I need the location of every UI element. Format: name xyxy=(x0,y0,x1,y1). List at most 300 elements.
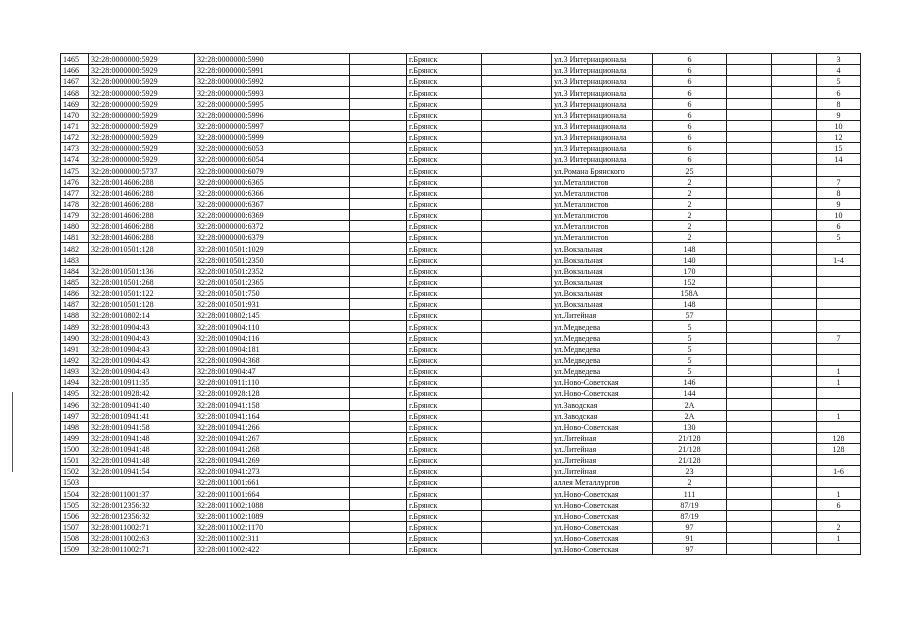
apartment-number-cell: 4 xyxy=(817,65,861,76)
apartment-number-cell: 6 xyxy=(817,499,861,510)
empty-cell-a-cell xyxy=(350,176,407,187)
apartment-number-cell: 1-6 xyxy=(817,466,861,477)
empty-cell-b-cell xyxy=(482,54,552,65)
city-cell: г.Брянск xyxy=(407,488,482,499)
apartment-number-cell: 1 xyxy=(817,533,861,544)
empty-cell-c-cell xyxy=(727,98,772,109)
city-cell: г.Брянск xyxy=(407,87,482,98)
parent-cadastral-number-cell: 32:28:0010904:43 xyxy=(89,332,195,343)
cadastral-number-cell: 32:28:0000000:6365 xyxy=(195,176,350,187)
apartment-number-cell xyxy=(817,343,861,354)
apartment-number-cell xyxy=(817,388,861,399)
table-row xyxy=(61,109,861,120)
house-number-cell: 6 xyxy=(653,109,727,120)
empty-cell-c-cell xyxy=(727,377,772,388)
house-number-cell: 2 xyxy=(653,209,727,220)
empty-cell-c-cell xyxy=(727,154,772,165)
apartment-number-cell xyxy=(817,265,861,276)
city-cell: г.Брянск xyxy=(407,421,482,432)
empty-cell-a-cell xyxy=(350,432,407,443)
empty-cell-a-cell xyxy=(350,221,407,232)
city-cell: г.Брянск xyxy=(407,120,482,131)
cadastral-number-cell: 32:28:0000000:6366 xyxy=(195,187,350,198)
apartment-number-cell: 128 xyxy=(817,443,861,454)
parent-cadastral-number-cell: 32:28:0010941:48 xyxy=(89,443,195,454)
table-row xyxy=(61,232,861,243)
street-cell: ул.Ново-Советская xyxy=(552,544,653,555)
city-cell: г.Брянск xyxy=(407,165,482,176)
row-number-cell: 1480 xyxy=(61,221,89,232)
house-number-cell: 158А xyxy=(653,287,727,298)
apartment-number-cell: 1 xyxy=(817,365,861,376)
cadastral-number-cell: 32:28:0010904:181 xyxy=(195,343,350,354)
house-number-cell: 170 xyxy=(653,265,727,276)
empty-cell-c-cell xyxy=(727,455,772,466)
city-cell: г.Брянск xyxy=(407,65,482,76)
empty-cell-b-cell xyxy=(482,165,552,176)
empty-cell-d-cell xyxy=(772,176,817,187)
apartment-number-cell xyxy=(817,510,861,521)
city-cell: г.Брянск xyxy=(407,109,482,120)
parent-cadastral-number-cell: 32:28:0014606:288 xyxy=(89,221,195,232)
parent-cadastral-number-cell: 32:28:0010911:35 xyxy=(89,377,195,388)
empty-cell-d-cell xyxy=(772,165,817,176)
parent-cadastral-number-cell: 32:28:0000000:5929 xyxy=(89,154,195,165)
empty-cell-d-cell xyxy=(772,120,817,131)
empty-cell-b-cell xyxy=(482,544,552,555)
street-cell: ул.Медведева xyxy=(552,321,653,332)
empty-cell-c-cell xyxy=(727,131,772,142)
cadastral-number-cell: 32:28:0010501:2365 xyxy=(195,276,350,287)
apartment-number-cell xyxy=(817,399,861,410)
row-number-cell: 1503 xyxy=(61,477,89,488)
empty-cell-c-cell xyxy=(727,209,772,220)
parent-cadastral-number-cell: 32:28:0014606:288 xyxy=(89,209,195,220)
empty-cell-b-cell xyxy=(482,399,552,410)
empty-cell-d-cell xyxy=(772,131,817,142)
empty-cell-c-cell xyxy=(727,65,772,76)
empty-cell-b-cell xyxy=(482,65,552,76)
cadastral-number-cell: 32:28:0000000:5991 xyxy=(195,65,350,76)
row-number-cell: 1504 xyxy=(61,488,89,499)
street-cell: ул.Вокзальная xyxy=(552,265,653,276)
parent-cadastral-number-cell: 32:28:0010928:42 xyxy=(89,388,195,399)
table-row xyxy=(61,544,861,555)
table-row xyxy=(61,276,861,287)
row-number-cell: 1501 xyxy=(61,455,89,466)
empty-cell-a-cell xyxy=(350,343,407,354)
cadastral-number-cell: 32:28:0010941:164 xyxy=(195,410,350,421)
row-number-cell: 1490 xyxy=(61,332,89,343)
empty-cell-d-cell xyxy=(772,98,817,109)
empty-cell-a-cell xyxy=(350,321,407,332)
city-cell: г.Брянск xyxy=(407,187,482,198)
empty-cell-b-cell xyxy=(482,477,552,488)
table-row xyxy=(61,321,861,332)
table-row xyxy=(61,131,861,142)
empty-cell-c-cell xyxy=(727,176,772,187)
city-cell: г.Брянск xyxy=(407,276,482,287)
empty-cell-d-cell xyxy=(772,488,817,499)
table-row xyxy=(61,243,861,254)
apartment-number-cell: 5 xyxy=(817,232,861,243)
house-number-cell: 2 xyxy=(653,221,727,232)
cadastral-number-cell: 32:28:0000000:6053 xyxy=(195,143,350,154)
row-number-cell: 1498 xyxy=(61,421,89,432)
empty-cell-d-cell xyxy=(772,221,817,232)
apartment-number-cell xyxy=(817,243,861,254)
house-number-cell: 130 xyxy=(653,421,727,432)
table-row xyxy=(61,499,861,510)
cadastral-number-cell: 32:28:0011002:1088 xyxy=(195,499,350,510)
cadastral-number-cell: 32:28:0011001:664 xyxy=(195,488,350,499)
table-row xyxy=(61,421,861,432)
street-cell: ул.Литейная xyxy=(552,443,653,454)
empty-cell-c-cell xyxy=(727,343,772,354)
empty-cell-a-cell xyxy=(350,165,407,176)
street-cell: ул.3 Интернационала xyxy=(552,54,653,65)
table-row xyxy=(61,310,861,321)
apartment-number-cell: 1 xyxy=(817,377,861,388)
city-cell: г.Брянск xyxy=(407,354,482,365)
row-number-cell: 1473 xyxy=(61,143,89,154)
apartment-number-cell: 1-4 xyxy=(817,254,861,265)
empty-cell-a-cell xyxy=(350,443,407,454)
parent-cadastral-number-cell: 32:28:0010941:54 xyxy=(89,466,195,477)
empty-cell-a-cell xyxy=(350,477,407,488)
empty-cell-c-cell xyxy=(727,299,772,310)
parent-cadastral-number-cell: 32:28:0014606:288 xyxy=(89,232,195,243)
street-cell: ул.3 Интернационала xyxy=(552,154,653,165)
empty-cell-b-cell xyxy=(482,377,552,388)
street-cell: ул.Ново-Советская xyxy=(552,499,653,510)
parent-cadastral-number-cell: 32:28:0011002:71 xyxy=(89,521,195,532)
city-cell: г.Брянск xyxy=(407,310,482,321)
apartment-number-cell: 15 xyxy=(817,143,861,154)
street-cell: ул.Вокзальная xyxy=(552,254,653,265)
empty-cell-b-cell xyxy=(482,533,552,544)
row-number-cell: 1492 xyxy=(61,354,89,365)
table-row xyxy=(61,143,861,154)
house-number-cell: 21/128 xyxy=(653,455,727,466)
cadastral-number-cell: 32:28:0010941:158 xyxy=(195,399,350,410)
empty-cell-c-cell xyxy=(727,221,772,232)
street-cell: ул.Медведева xyxy=(552,332,653,343)
row-number-cell: 1482 xyxy=(61,243,89,254)
empty-cell-a-cell xyxy=(350,377,407,388)
apartment-number-cell xyxy=(817,299,861,310)
apartment-number-cell: 9 xyxy=(817,109,861,120)
empty-cell-d-cell xyxy=(772,544,817,555)
table-row xyxy=(61,299,861,310)
city-cell: г.Брянск xyxy=(407,455,482,466)
table-row xyxy=(61,209,861,220)
empty-cell-b-cell xyxy=(482,131,552,142)
parent-cadastral-number-cell: 32:28:0012356:32 xyxy=(89,510,195,521)
empty-cell-c-cell xyxy=(727,332,772,343)
row-number-cell: 1466 xyxy=(61,65,89,76)
parent-cadastral-number-cell: 32:28:0000000:5737 xyxy=(89,165,195,176)
empty-cell-d-cell xyxy=(772,377,817,388)
empty-cell-c-cell xyxy=(727,410,772,421)
city-cell: г.Брянск xyxy=(407,377,482,388)
city-cell: г.Брянск xyxy=(407,98,482,109)
empty-cell-a-cell xyxy=(350,54,407,65)
row-number-cell: 1500 xyxy=(61,443,89,454)
empty-cell-c-cell xyxy=(727,521,772,532)
empty-cell-a-cell xyxy=(350,265,407,276)
empty-cell-a-cell xyxy=(350,299,407,310)
empty-cell-c-cell xyxy=(727,265,772,276)
street-cell: ул.Ново-Советская xyxy=(552,377,653,388)
house-number-cell: 2 xyxy=(653,232,727,243)
city-cell: г.Брянск xyxy=(407,221,482,232)
table-row xyxy=(61,365,861,376)
street-cell: ул.3 Интернационала xyxy=(552,109,653,120)
house-number-cell: 5 xyxy=(653,354,727,365)
empty-cell-b-cell xyxy=(482,287,552,298)
city-cell: г.Брянск xyxy=(407,477,482,488)
empty-cell-d-cell xyxy=(772,187,817,198)
empty-cell-c-cell xyxy=(727,544,772,555)
empty-cell-a-cell xyxy=(350,254,407,265)
empty-cell-c-cell xyxy=(727,254,772,265)
city-cell: г.Брянск xyxy=(407,499,482,510)
parent-cadastral-number-cell: 32:28:0010941:48 xyxy=(89,455,195,466)
parent-cadastral-number-cell: 32:28:0010904:43 xyxy=(89,365,195,376)
apartment-number-cell: 9 xyxy=(817,198,861,209)
empty-cell-c-cell xyxy=(727,120,772,131)
city-cell: г.Брянск xyxy=(407,544,482,555)
empty-cell-d-cell xyxy=(772,432,817,443)
empty-cell-a-cell xyxy=(350,488,407,499)
empty-cell-c-cell xyxy=(727,432,772,443)
table-row xyxy=(61,466,861,477)
parent-cadastral-number-cell: 32:28:0010904:43 xyxy=(89,354,195,365)
page-edge-line xyxy=(12,392,13,472)
empty-cell-b-cell xyxy=(482,310,552,321)
cadastral-number-cell: 32:28:0010941:266 xyxy=(195,421,350,432)
table-row xyxy=(61,265,861,276)
city-cell: г.Брянск xyxy=(407,399,482,410)
row-number-cell: 1469 xyxy=(61,98,89,109)
house-number-cell: 2 xyxy=(653,176,727,187)
street-cell: ул.Вокзальная xyxy=(552,287,653,298)
table-row xyxy=(61,65,861,76)
cadastral-number-cell: 32:28:0010941:269 xyxy=(195,455,350,466)
house-number-cell: 97 xyxy=(653,544,727,555)
empty-cell-b-cell xyxy=(482,365,552,376)
row-number-cell: 1477 xyxy=(61,187,89,198)
empty-cell-b-cell xyxy=(482,443,552,454)
cadastral-number-cell: 32:28:0010904:368 xyxy=(195,354,350,365)
street-cell: ул.Ново-Советская xyxy=(552,488,653,499)
house-number-cell: 6 xyxy=(653,54,727,65)
empty-cell-b-cell xyxy=(482,410,552,421)
city-cell: г.Брянск xyxy=(407,388,482,399)
parent-cadastral-number-cell: 32:28:0010941:40 xyxy=(89,399,195,410)
house-number-cell: 6 xyxy=(653,87,727,98)
cadastral-registry-table xyxy=(60,53,861,555)
row-number-cell: 1479 xyxy=(61,209,89,220)
table-row xyxy=(61,443,861,454)
empty-cell-d-cell xyxy=(772,76,817,87)
street-cell: ул.3 Интернационала xyxy=(552,131,653,142)
cadastral-number-cell: 32:28:0010904:47 xyxy=(195,365,350,376)
parent-cadastral-number-cell: 32:28:0012356:32 xyxy=(89,499,195,510)
empty-cell-d-cell xyxy=(772,510,817,521)
parent-cadastral-number-cell: 32:28:0011002:71 xyxy=(89,544,195,555)
street-cell: ул.3 Интернационала xyxy=(552,76,653,87)
empty-cell-b-cell xyxy=(482,254,552,265)
row-number-cell: 1470 xyxy=(61,109,89,120)
empty-cell-a-cell xyxy=(350,243,407,254)
empty-cell-a-cell xyxy=(350,98,407,109)
empty-cell-c-cell xyxy=(727,321,772,332)
city-cell: г.Брянск xyxy=(407,533,482,544)
house-number-cell: 6 xyxy=(653,98,727,109)
parent-cadastral-number-cell: 32:28:0010501:122 xyxy=(89,287,195,298)
table-row xyxy=(61,76,861,87)
empty-cell-a-cell xyxy=(350,310,407,321)
cadastral-number-cell: 32:28:0000000:6379 xyxy=(195,232,350,243)
empty-cell-a-cell xyxy=(350,154,407,165)
empty-cell-d-cell xyxy=(772,54,817,65)
empty-cell-b-cell xyxy=(482,276,552,287)
street-cell: аллея Металлургов xyxy=(552,477,653,488)
empty-cell-c-cell xyxy=(727,76,772,87)
cadastral-number-cell: 32:28:0011002:311 xyxy=(195,533,350,544)
apartment-number-cell: 10 xyxy=(817,120,861,131)
empty-cell-c-cell xyxy=(727,143,772,154)
street-cell: ул.Металлистов xyxy=(552,221,653,232)
house-number-cell: 21/128 xyxy=(653,432,727,443)
empty-cell-d-cell xyxy=(772,143,817,154)
house-number-cell: 148 xyxy=(653,299,727,310)
empty-cell-a-cell xyxy=(350,109,407,120)
empty-cell-b-cell xyxy=(482,187,552,198)
registry-body xyxy=(61,54,861,555)
empty-cell-c-cell xyxy=(727,287,772,298)
street-cell: ул.3 Интернационала xyxy=(552,143,653,154)
street-cell: ул.Ново-Советская xyxy=(552,521,653,532)
cadastral-number-cell: 32:28:0010941:267 xyxy=(195,432,350,443)
empty-cell-d-cell xyxy=(772,243,817,254)
row-number-cell: 1483 xyxy=(61,254,89,265)
parent-cadastral-number-cell: 32:28:0014606:288 xyxy=(89,176,195,187)
house-number-cell: 6 xyxy=(653,120,727,131)
cadastral-number-cell: 32:28:0000000:6054 xyxy=(195,154,350,165)
empty-cell-c-cell xyxy=(727,310,772,321)
parent-cadastral-number-cell: 32:28:0010941:41 xyxy=(89,410,195,421)
empty-cell-d-cell xyxy=(772,343,817,354)
empty-cell-b-cell xyxy=(482,354,552,365)
empty-cell-d-cell xyxy=(772,232,817,243)
empty-cell-b-cell xyxy=(482,154,552,165)
parent-cadastral-number-cell: 32:28:0011002:63 xyxy=(89,533,195,544)
empty-cell-d-cell xyxy=(772,276,817,287)
cadastral-number-cell: 32:28:0010928:128 xyxy=(195,388,350,399)
table-row xyxy=(61,154,861,165)
table-row xyxy=(61,488,861,499)
apartment-number-cell: 1 xyxy=(817,410,861,421)
empty-cell-b-cell xyxy=(482,198,552,209)
empty-cell-a-cell xyxy=(350,332,407,343)
table-row xyxy=(61,510,861,521)
empty-cell-d-cell xyxy=(772,533,817,544)
empty-cell-b-cell xyxy=(482,343,552,354)
house-number-cell: 97 xyxy=(653,521,727,532)
cadastral-number-cell: 32:28:0010911:110 xyxy=(195,377,350,388)
cadastral-number-cell: 32:28:0000000:6367 xyxy=(195,198,350,209)
house-number-cell: 23 xyxy=(653,466,727,477)
row-number-cell: 1485 xyxy=(61,276,89,287)
parent-cadastral-number-cell: 32:28:0000000:5929 xyxy=(89,87,195,98)
empty-cell-a-cell xyxy=(350,354,407,365)
table-row xyxy=(61,410,861,421)
apartment-number-cell: 2 xyxy=(817,521,861,532)
city-cell: г.Брянск xyxy=(407,443,482,454)
table-row xyxy=(61,477,861,488)
row-number-cell: 1484 xyxy=(61,265,89,276)
empty-cell-d-cell xyxy=(772,109,817,120)
street-cell: ул.Медведева xyxy=(552,343,653,354)
house-number-cell: 146 xyxy=(653,377,727,388)
empty-cell-b-cell xyxy=(482,265,552,276)
house-number-cell: 6 xyxy=(653,131,727,142)
empty-cell-c-cell xyxy=(727,365,772,376)
empty-cell-c-cell xyxy=(727,533,772,544)
row-number-cell: 1467 xyxy=(61,76,89,87)
empty-cell-b-cell xyxy=(482,232,552,243)
parent-cadastral-number-cell: 32:28:0010501:268 xyxy=(89,276,195,287)
empty-cell-c-cell xyxy=(727,421,772,432)
table-row xyxy=(61,287,861,298)
empty-cell-a-cell xyxy=(350,287,407,298)
parent-cadastral-number-cell: 32:28:0000000:5929 xyxy=(89,131,195,142)
cadastral-number-cell: 32:28:0010501:2352 xyxy=(195,265,350,276)
apartment-number-cell xyxy=(817,321,861,332)
house-number-cell: 25 xyxy=(653,165,727,176)
house-number-cell: 5 xyxy=(653,332,727,343)
empty-cell-b-cell xyxy=(482,299,552,310)
empty-cell-c-cell xyxy=(727,388,772,399)
apartment-number-cell: 7 xyxy=(817,176,861,187)
empty-cell-d-cell xyxy=(772,421,817,432)
cadastral-number-cell: 32:28:0010501:931 xyxy=(195,299,350,310)
city-cell: г.Брянск xyxy=(407,466,482,477)
empty-cell-a-cell xyxy=(350,187,407,198)
parent-cadastral-number-cell: 32:28:0010501:128 xyxy=(89,243,195,254)
row-number-cell: 1468 xyxy=(61,87,89,98)
house-number-cell: 144 xyxy=(653,388,727,399)
empty-cell-c-cell xyxy=(727,443,772,454)
apartment-number-cell xyxy=(817,455,861,466)
row-number-cell: 1471 xyxy=(61,120,89,131)
cadastral-number-cell: 32:28:0000000:6079 xyxy=(195,165,350,176)
empty-cell-b-cell xyxy=(482,209,552,220)
empty-cell-a-cell xyxy=(350,276,407,287)
table-row xyxy=(61,533,861,544)
empty-cell-d-cell xyxy=(772,209,817,220)
parent-cadastral-number-cell xyxy=(89,254,195,265)
table-row xyxy=(61,521,861,532)
empty-cell-d-cell xyxy=(772,477,817,488)
cadastral-number-cell: 32:28:0010941:273 xyxy=(195,466,350,477)
empty-cell-d-cell xyxy=(772,310,817,321)
empty-cell-b-cell xyxy=(482,176,552,187)
empty-cell-c-cell xyxy=(727,276,772,287)
